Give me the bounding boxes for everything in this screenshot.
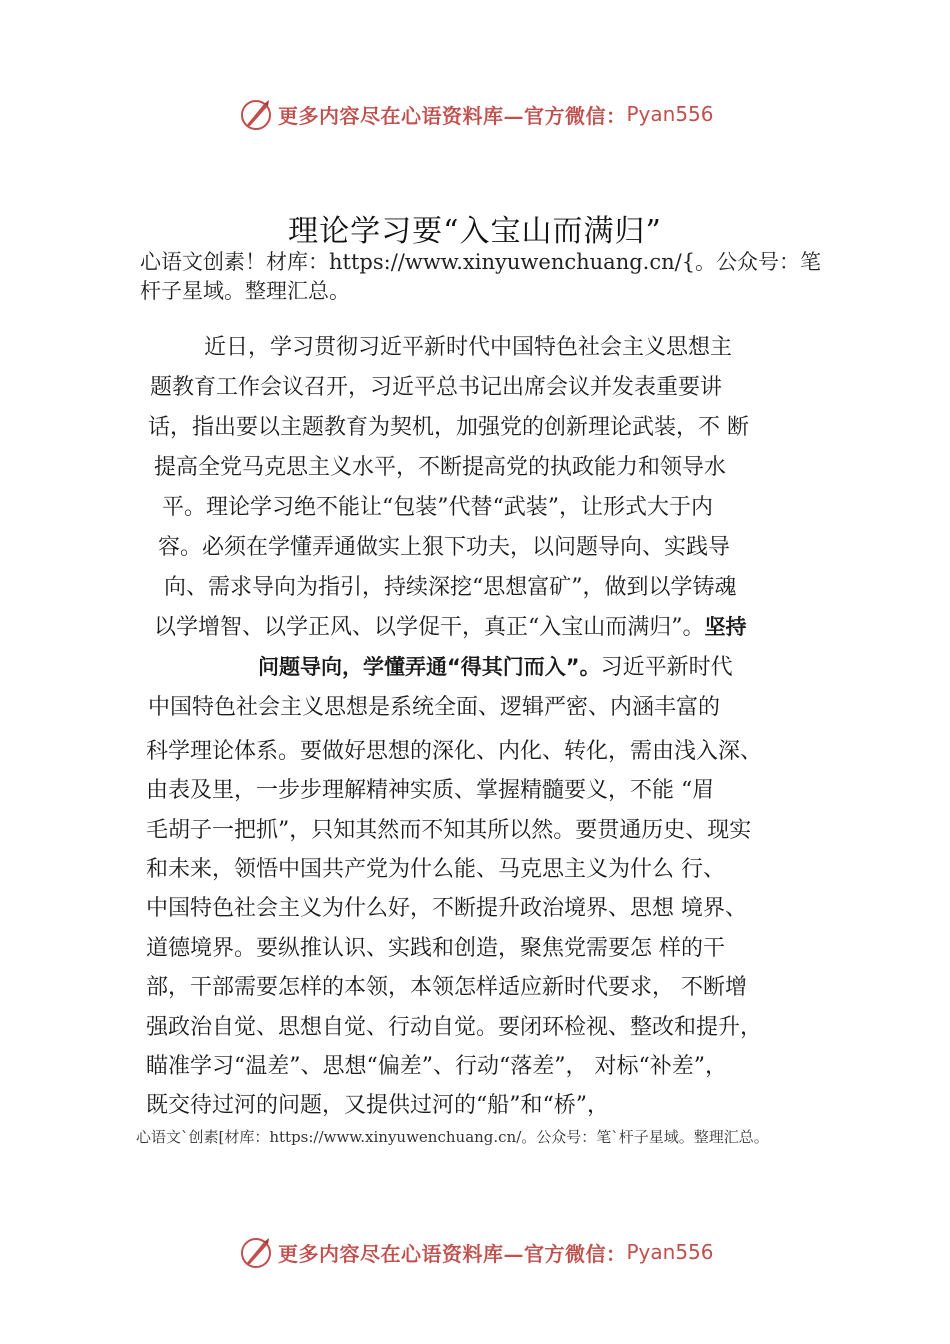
banner-wechat-id: Pyan556 [626,102,714,126]
banner-wechat-id: Pyan556 [626,1240,714,1264]
footer-banner [238,1234,714,1270]
section-heading: 问题导向，学懂弄通“得其门而入”。 [258,655,601,679]
body-line: 瞄准学习“温差”、思想“偏差”、行动“落差”， 对标“补差”， [146,1054,727,1079]
body-line: 部，干部需要怎样的本领，本领怎样适应新时代要求， 不断增 [146,975,747,1000]
body-line [258,650,733,681]
body-line: 题教育工作会议召开，习近平总书记出席会议并发表重要讲 [150,375,723,400]
header-banner [238,96,714,132]
body-line: 话，指出要以主题教育为契机，加强党的创新理论武装，不 断 [148,415,749,440]
body-line: 和未来，领悟中国共产党为什么能、马克思主义为什么 行、 [146,857,725,882]
body-line: 既交待过河的问题，又提供过河的“船”和“桥”， [146,1093,609,1118]
document-title: 理论学习要“入宝山而满归” [288,214,662,249]
banner-text: 更多内容尽在心语资料库—官方微信： [278,1241,627,1266]
body-line: 容。必须在学懂弄通做实上狠下功夫，以问题导向、实践导 [158,535,731,560]
body-line: 强政治自觉、思想自觉、行动自觉。要闭环检视、整改和提升， [146,1015,763,1040]
body-line: 科学理论体系。要做好思想的深化、内化、转化，需由浅入深、 [146,739,763,764]
body-line: 毛胡子一把抓”，只知其然而不知其所以然。要贯通历史、现实 [146,818,752,843]
body-line: 中国特色社会主义为什么好，不断提升政治境界、思想 境界、 [146,896,747,921]
body-line: 道德境界。要纵推认识、实践和创造，聚焦党需要怎 样的干 [146,936,725,961]
body-line-text: 习近平新时代 [600,655,733,680]
body-line: 提高全党马克思主义水平，不断提高党的执政能力和领导水 [154,455,727,480]
body-line: 平。理论学习绝不能让“包装”代替“武装”，让形式大于内 [162,495,713,520]
body-line: 向、需求导向为指引，持续深挖“思想富矿”，做到以学铸魂 [164,575,737,600]
watermark-bottom: 心语文`创素[材库：https://www.xinyuwenchuang.cn/。公众号：笔`杆子星域。整理汇总。 [136,1128,769,1146]
banner-text: 更多内容尽在心语资料库—官方微信： [278,103,627,128]
quill-logo-icon [238,96,274,132]
body-line-text: 以学增智、以学正风、以学促干，真正“入宝山而满归”。 [154,615,705,640]
body-line: 近日，学习贯彻习近平新时代中国特色社会主义思想主 [204,335,733,360]
body-line [154,610,747,641]
section-heading-start: 坚持 [704,615,747,639]
watermark-top: 心语文创素！材库：https://www.xinyuwenchuang.cn/{。公众号：笔杆子星域。整理汇总。 [140,250,822,303]
body-line: 由表及里，一步步理解精神实质、掌握精髓要义，不能 “眉 [146,778,715,803]
quill-logo-icon [238,1234,274,1270]
body-line: 中国特色社会主义思想是系统全面、逻辑严密、内涵丰富的 [148,695,721,720]
